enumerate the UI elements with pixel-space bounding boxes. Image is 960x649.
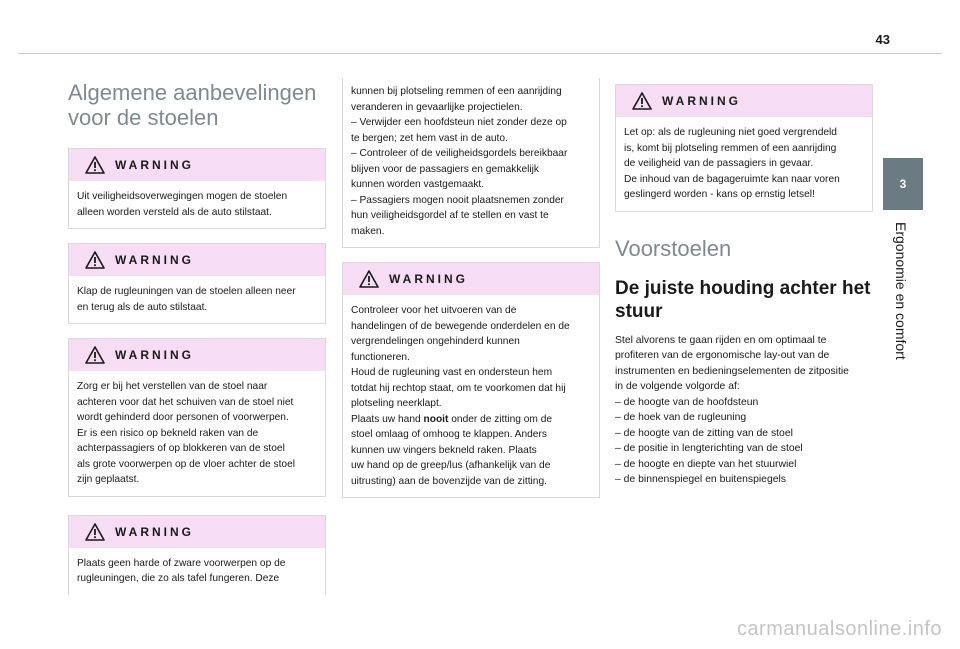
page-number: 43: [875, 32, 890, 47]
column-1: [68, 80, 326, 595]
warning-label: WARNING: [115, 524, 194, 539]
warning-header: [69, 339, 325, 371]
warning-text: Zorg er bij het verstellen van de stoel naar achteren voor dat het schuiven van de stoel niet wordt gehinderd door personen of voorwerpen. Er is een risico op bekneld raken van de achterpassagiers of op blokkeren van de stoel als grote voorwerpen op de vloer achter de stoel zijn geplaatst.: [77, 381, 296, 485]
warning-header: [69, 149, 325, 181]
adjustment-list: [615, 395, 873, 488]
warning-continuation: kunnen bij plotseling remmen of een aanrijding veranderen in gevaarlijke projectielen. – Verwijder een hoofdsteun niet zonder deze op te bergen; zet hem vast in de auto. – Controleer of de veiligheidsgordels bereikbaar blijven voor de passagiers en gemakkelijk kunnen worden vastgemaakt. – Passagiers mogen nooit plaatsnemen zonder hun veiligheidsgordel af te stellen en vast te maken.: [342, 78, 600, 248]
warning-box: [68, 338, 326, 497]
warning-header: [69, 516, 325, 548]
section-title-general: Algemene aanbevelingen voor de stoelen: [68, 80, 317, 130]
warning-box: [615, 84, 873, 212]
warning-triangle-icon: [85, 523, 105, 541]
list-item: – de hoogte van de hoofdsteun: [615, 396, 759, 408]
warning-triangle-icon: [85, 346, 105, 364]
warning-text: Uit veiligheidsoverwegingen mogen de stoelen alleen worden versteld als de auto stilstaat.: [77, 191, 288, 218]
warning-text: Controleer voor het uitvoeren van de handelingen of de bewegende onderdelen en de vergrendelingen ongehinderd kunnen functioneren. Houd de rugleuning vast en ondersteun hem totdat hij rechtop staat, om te voorkomen dat hij plotseling neerklapt. Plaats uw hand nooit onder de zitting om de stoel omlaag of omhoog te klappen. Anders kunnen uw vingers bekneld raken. Plaats uw hand op de greep/lus (afhankelijk van de uitrusting) aan de bovenzijde van de zitting.: [343, 295, 599, 497]
warning-triangle-icon: [85, 156, 105, 174]
list-item: – de binnenspiegel en buitenspiegels: [615, 474, 787, 485]
warning-text: Plaats geen harde of zware voorwerpen op de rugleuningen, die zo als tafel fungeren. Deze: [77, 557, 286, 584]
list-item: – de hoek van de rugleuning: [615, 412, 747, 423]
column-2: [342, 78, 600, 498]
header-rule: [18, 53, 942, 54]
list-item: – de positie in lengterichting van de stoel: [615, 443, 803, 454]
inline-emphasis-line: Plaats uw hand nooit onder de zitting om de: [351, 413, 553, 425]
warning-header: [69, 244, 325, 276]
intro-paragraph: Stel alvorens te gaan rijden en om optimaal te profiteren van de ergonomische lay-out van de instrumenten en bedieningselementen de zitpositie in de volgende volgorde af:: [615, 334, 849, 392]
warning-label: WARNING: [389, 272, 468, 286]
chapter-number: 3: [899, 177, 907, 191]
warning-triangle-icon: [632, 92, 652, 110]
subsection-title-driving-position: De juiste houding achter het stuur: [615, 277, 871, 322]
warning-box: [68, 148, 326, 229]
list-item: – de hoogte en diepte van het stuurwiel: [615, 458, 797, 470]
warning-text: Let op: als de rugleuning niet goed vergrendeld is, komt bij plotseling remmen of een aanrijding de veiligheid van de passagiers in gevaar. De inhoud van de bagageruimte kan naar voren geslingerd worden - kans op ernstig letsel!: [624, 127, 840, 200]
warning-box: [342, 262, 600, 498]
section-title-front-seats: Voorstoelen: [615, 235, 732, 261]
column-3: [615, 84, 873, 488]
warning-box: [68, 243, 326, 324]
warning-label: WARNING: [115, 253, 194, 267]
chapter-tab[interactable]: [883, 158, 923, 210]
warning-triangle-icon: [359, 270, 379, 288]
chapter-title: Ergonomie en comfort: [893, 222, 909, 360]
warning-triangle-icon: [85, 251, 105, 269]
warning-label: WARNING: [115, 348, 194, 362]
warning-box: [68, 515, 326, 595]
list-item: – de hoogte van de zitting van de stoel: [615, 427, 793, 439]
warning-header: [343, 263, 599, 295]
warning-label: WARNING: [115, 158, 194, 172]
watermark: carmanualsonline.info: [736, 618, 942, 640]
warning-label: WARNING: [662, 94, 741, 108]
warning-text: Klap de rugleuningen van de stoelen alleen neer en terug als de auto stilstaat.: [77, 286, 296, 313]
warning-header: [616, 85, 872, 117]
